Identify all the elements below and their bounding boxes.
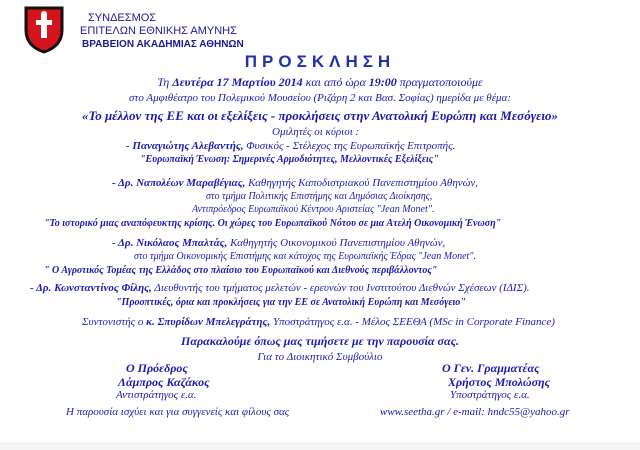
event-theme: «Το μέλλον της ΕΕ και οι εξελίξεις - προκλήσεις στην Ανατολική Ευρώπη και Μεσόγειο» [81,108,559,123]
speaker-3-role-2: στο τμήμα Οικονομικής Επιστήμης και κάτοχος της Ευρωπαϊκής Έδρας "Jean Monet". [134,251,476,262]
bottom-margin [0,442,640,450]
speaker-1 [126,140,455,152]
speaker-4-name: - Δρ. Κωνσταντίνος Φίλης, [30,282,152,294]
page-title: ΠΡΟΣΚΛΗΣΗ [244,52,396,71]
speaker-2-name: - Δρ. Ναπολέων Μαραβέγιας, [112,177,246,189]
speaker-2-role-3: Αντιπρόεδρος Ευρωπαϊκού Κέντρου Αριστείας "Jean Monet". [192,204,435,215]
right-signatory-rank: Υποστράτηγος ε.α. [450,389,530,401]
speaker-3-topic: " Ο Αγροτικός Τομέας της Ελλάδος στο πλαίσιο του Ευρωπαϊκού και Διεθνούς περιβάλλοντος" [44,265,438,276]
intro-line2: στο Αμφιθέατρο του Πολεμικού Μουσείου (Ριζάρη 2 και Βασ. Σοφίας) ημερίδα με θέμα: [128,92,511,104]
right-signatory-title: Ο Γεν. Γραμματέας [442,361,540,375]
shield-emblem-icon [22,4,66,54]
speaker-3 [112,237,445,249]
right-signatory-name: Χρήστος Μπολώσης [448,375,550,389]
footer-note: Η παρουσία ισχύει και για συγγενείς και φίλους σας [66,406,290,418]
speaker-2-topic: "Το ιστορικό μιας αναπόφευκτης κρίσης. Οι χώρες του Ευρωπαϊκού Νότου σε μια Ατελή Οικονομική Ένωση" [44,218,502,229]
footer-contact: www.seetha.gr / e-mail: hndc55@yahoo.gr [380,406,570,418]
event-date: Δευτέρα 17 Μαρτίου 2014 [172,75,303,89]
coordinator-prefix: Συντονιστής ο [82,316,147,328]
intro-suffix: πραγματοποιούμε [396,75,483,89]
org-name-line3: ΒΡΑΒΕΙΟΝ ΑΚΑΔΗΜΙΑΣ ΑΘΗΝΩΝ [82,39,244,50]
speaker-3-role-1: Καθηγητής Οικονομικού Πανεπιστημίου Αθηνών, [230,237,446,249]
left-signatory-title: Ο Πρόεδρος [126,361,188,375]
speaker-3-name: - Δρ. Νικόλαος Μπαλτάς, [112,237,228,249]
org-name-line1: ΣΥΝΔΕΣΜΟΣ [88,12,157,24]
speaker-1-name: - Παναγιώτης Αλεβαντής, [126,140,244,152]
coordinator-suffix: Υποστράτηγος ε.α. - Μέλος ΣΕΕΘΑ (MSc in Corporate Finance) [270,316,555,328]
coordinator-name: κ. Σπυρίδων Μπελεγράτης, [146,316,271,328]
speaker-4-role: Διευθυντής του τμήματος μελετών - ερευνών του Ινστιτούτου Διεθνών Σχέσεων (ΙΔΙΣ). [154,282,530,294]
speaker-1-topic: "Ευρωπαϊκή Ένωση: Σημερινές Αρμοδιότητες, Μελλοντικές Εξελίξεις" [140,154,439,165]
speakers-heading: Ομιλητές οι κύριοι : [272,126,360,138]
event-time: 19:00 [368,75,397,89]
org-name-line2: ΕΠΙΤΕΛΩΝ ΕΘΝΙΚΗΣ ΑΜΥΝΗΣ [80,25,237,37]
intro-mid: και από ώρα [302,75,369,89]
speaker-1-role: Φυσικός - Στέλεχος της Ευρωπαϊκής Επιτροπής. [246,140,456,152]
speaker-4 [30,282,530,294]
intro-prefix: Τη [157,75,173,89]
attendance-request: Παρακαλούμε όπως μας τιμήσετε με την παρουσία σας. [181,334,459,348]
left-signatory-rank: Αντιστράτηγος ε.α. [116,389,197,401]
association-logo [22,4,66,54]
speaker-2 [112,177,478,189]
speaker-4-topic: "Προοπτικές, όρια και προκλήσεις για την ΕΕ σε Ανατολική Ευρώπη και Μεσόγειο" [116,297,466,308]
left-signatory-name: Λάμπρος Καζάκος [118,375,210,389]
coordinator-line [82,316,555,328]
speaker-2-role-1: Καθηγητής Καποδιστριακού Πανεπιστημίου Αθηνών, [248,177,478,189]
intro-line1 [0,75,640,90]
board-line: Για το Διοικητικό Συμβούλιο [257,351,383,363]
speaker-2-role-2: στο τμήμα Πολιτικής Επιστήμης και Δημόσιας Διοίκησης, [206,191,433,202]
